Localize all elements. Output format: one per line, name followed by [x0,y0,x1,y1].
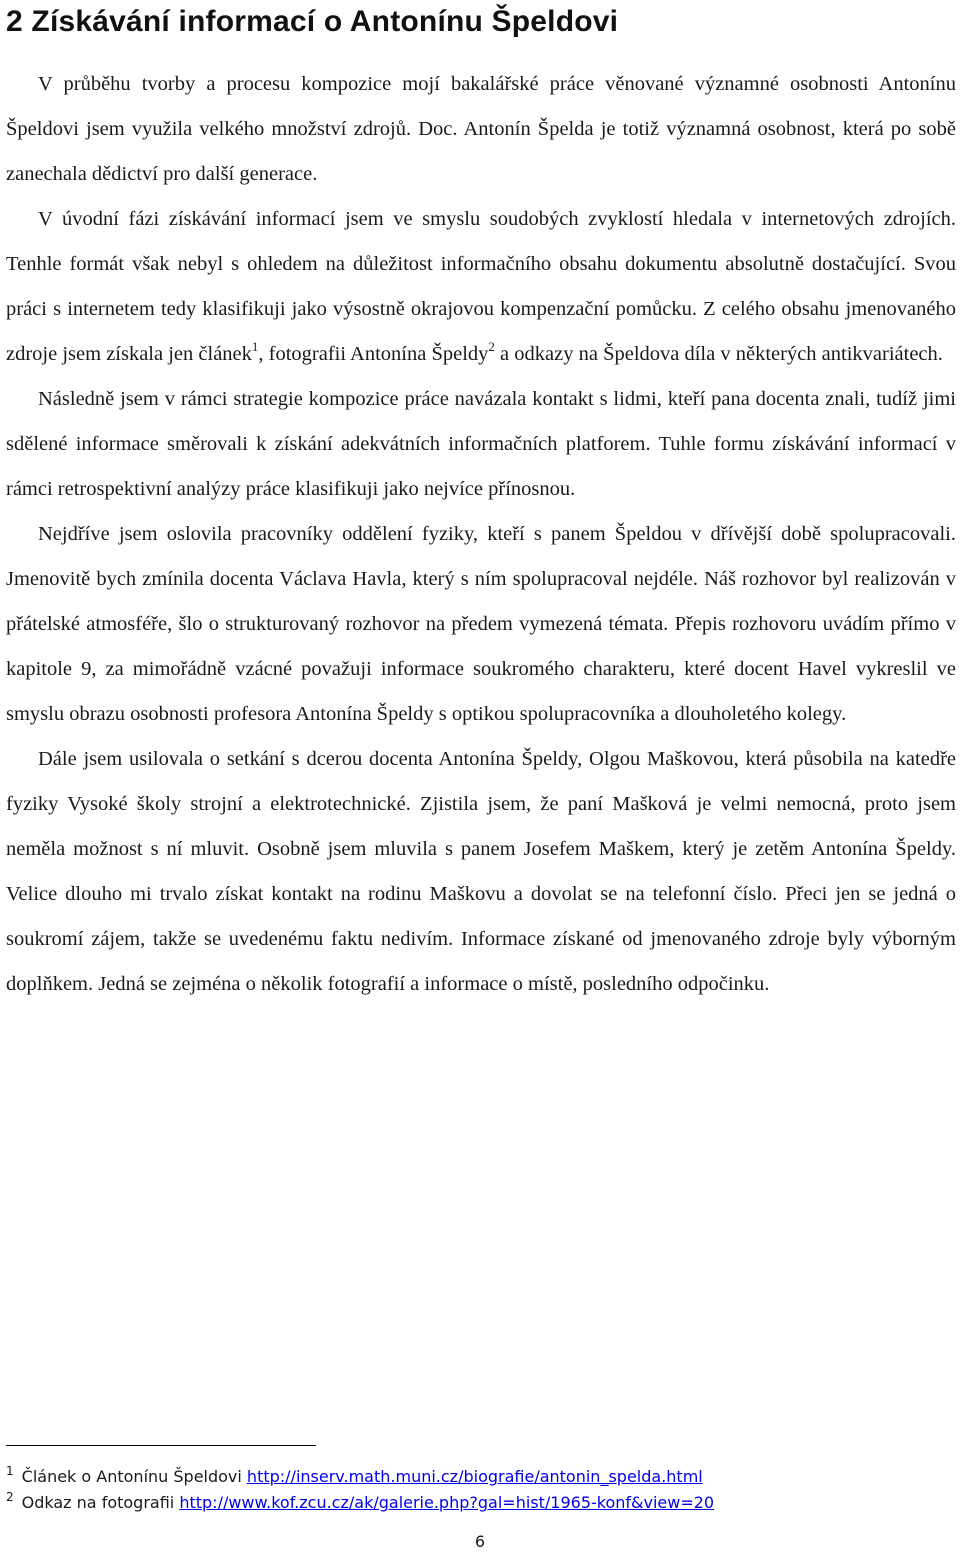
footnote-ref-2[interactable]: 2 [488,339,495,354]
footnote-link[interactable]: http://www.kof.zcu.cz/ak/galerie.php?gal=hist/1965-konf&view=20 [179,1493,715,1512]
footnote-number: 2 [6,1490,14,1504]
footnote-text: Odkaz na fotografii [21,1493,180,1512]
footnote-link[interactable]: http://inserv.math.muni.cz/biografie/antonin_spelda.html [246,1467,703,1486]
footnote-text: Článek o Antonínu Špeldovi [21,1467,247,1486]
paragraph-internet-sources [6,197,956,377]
paragraph-text: , fotografii Antonína Špeldy [258,343,489,365]
footnote-1 [6,1461,956,1487]
paragraph-text: V úvodní fázi získávání informací jsem ve smyslu soudobých zvyklostí hledala v internetových zdrojích. Tenhle formát však nebyl s ohledem na důležitost informačního obsahu dokumentu absolutně dostačující. Svou práci s internetem tedy klasifikuji jako výsostně okrajovou kompenzační pomůcku. Z celého obsahu jmenovaného zdroje jsem získala jen článek [6,208,956,365]
paragraph-intro: V průběhu tvorby a procesu kompozice mojí bakalářské práce věnované významné osobnosti Antonínu Špeldovi jsem využila velkého množství zdrojů. Doc. Antonín Špelda je totiž významná osobnost, která po sobě zanechala dědictví pro další generace. [6,73,956,185]
paragraph-text: a odkazy na Špeldova díla v některých antikvariátech. [494,343,943,365]
page-number: 6 [474,1532,486,1551]
footnote-2 [6,1487,956,1513]
paragraph-interview: Nejdříve jsem oslovila pracovníky oddělení fyziky, kteří s panem Špeldou v dřívější době spolupracovali. Jmenovitě bych zmínila docenta Václava Havla, který s ním spolupracoval nejdéle. Náš rozhovor byl realizován v přátelské atmosféře, šlo o strukturovaný rozhovor na předem vymezená témata. Přepis rozhovoru uvádím přímo v kapitole 9, za mimořádně vzácné považuji informace soukromého charakteru, které docent Havel vykreslil ve smyslu obrazu osobnosti profesora Antonína Špeldy s optikou spolupracovníka a dlouholetého kolegy. [6,523,956,725]
paragraph-contacts: Následně jsem v rámci strategie kompozice práce navázala kontakt s lidmi, kteří pana docenta znali, tudíž jimi sdělené informace směrovali k získání adekvátních informačních platforem. Tuhle formu získávání informací v rámci retrospektivní analýzy práce klasifikuji jako nejvíce přínosnou. [6,388,956,500]
body-text [6,62,956,1007]
paragraph-family: Dále jsem usilovala o setkání s dcerou docenta Antonína Špeldy, Olgou Maškovou, která působila na katedře fyziky Vysoké školy strojní a elektrotechnické. Zjistila jsem, že paní Mašková je velmi nemocná, proto jsem neměla možnost s ní mluvit. Osobně jsem mluvila s panem Josefem Maškem, který je zetěm Antonína Špeldy. Velice dlouho mi trvalo získat kontakt na rodinu Maškovu a dovolat se na telefonní číslo. Přeci jen se jedná o soukromí zájem, takže se uvedenému faktu nedivím. Informace získané od jmenovaného zdroje byly výborným doplňkem. Jedná se zejména o několik fotografií a informace o místě, posledního odpočinku. [6,748,956,995]
footnote-ref-1[interactable]: 1 [251,339,259,354]
footnote-number: 1 [6,1464,14,1478]
footnote-separator [6,1445,316,1446]
chapter-heading: 2 Získávání informací o Antonínu Špeldovi [6,5,619,38]
